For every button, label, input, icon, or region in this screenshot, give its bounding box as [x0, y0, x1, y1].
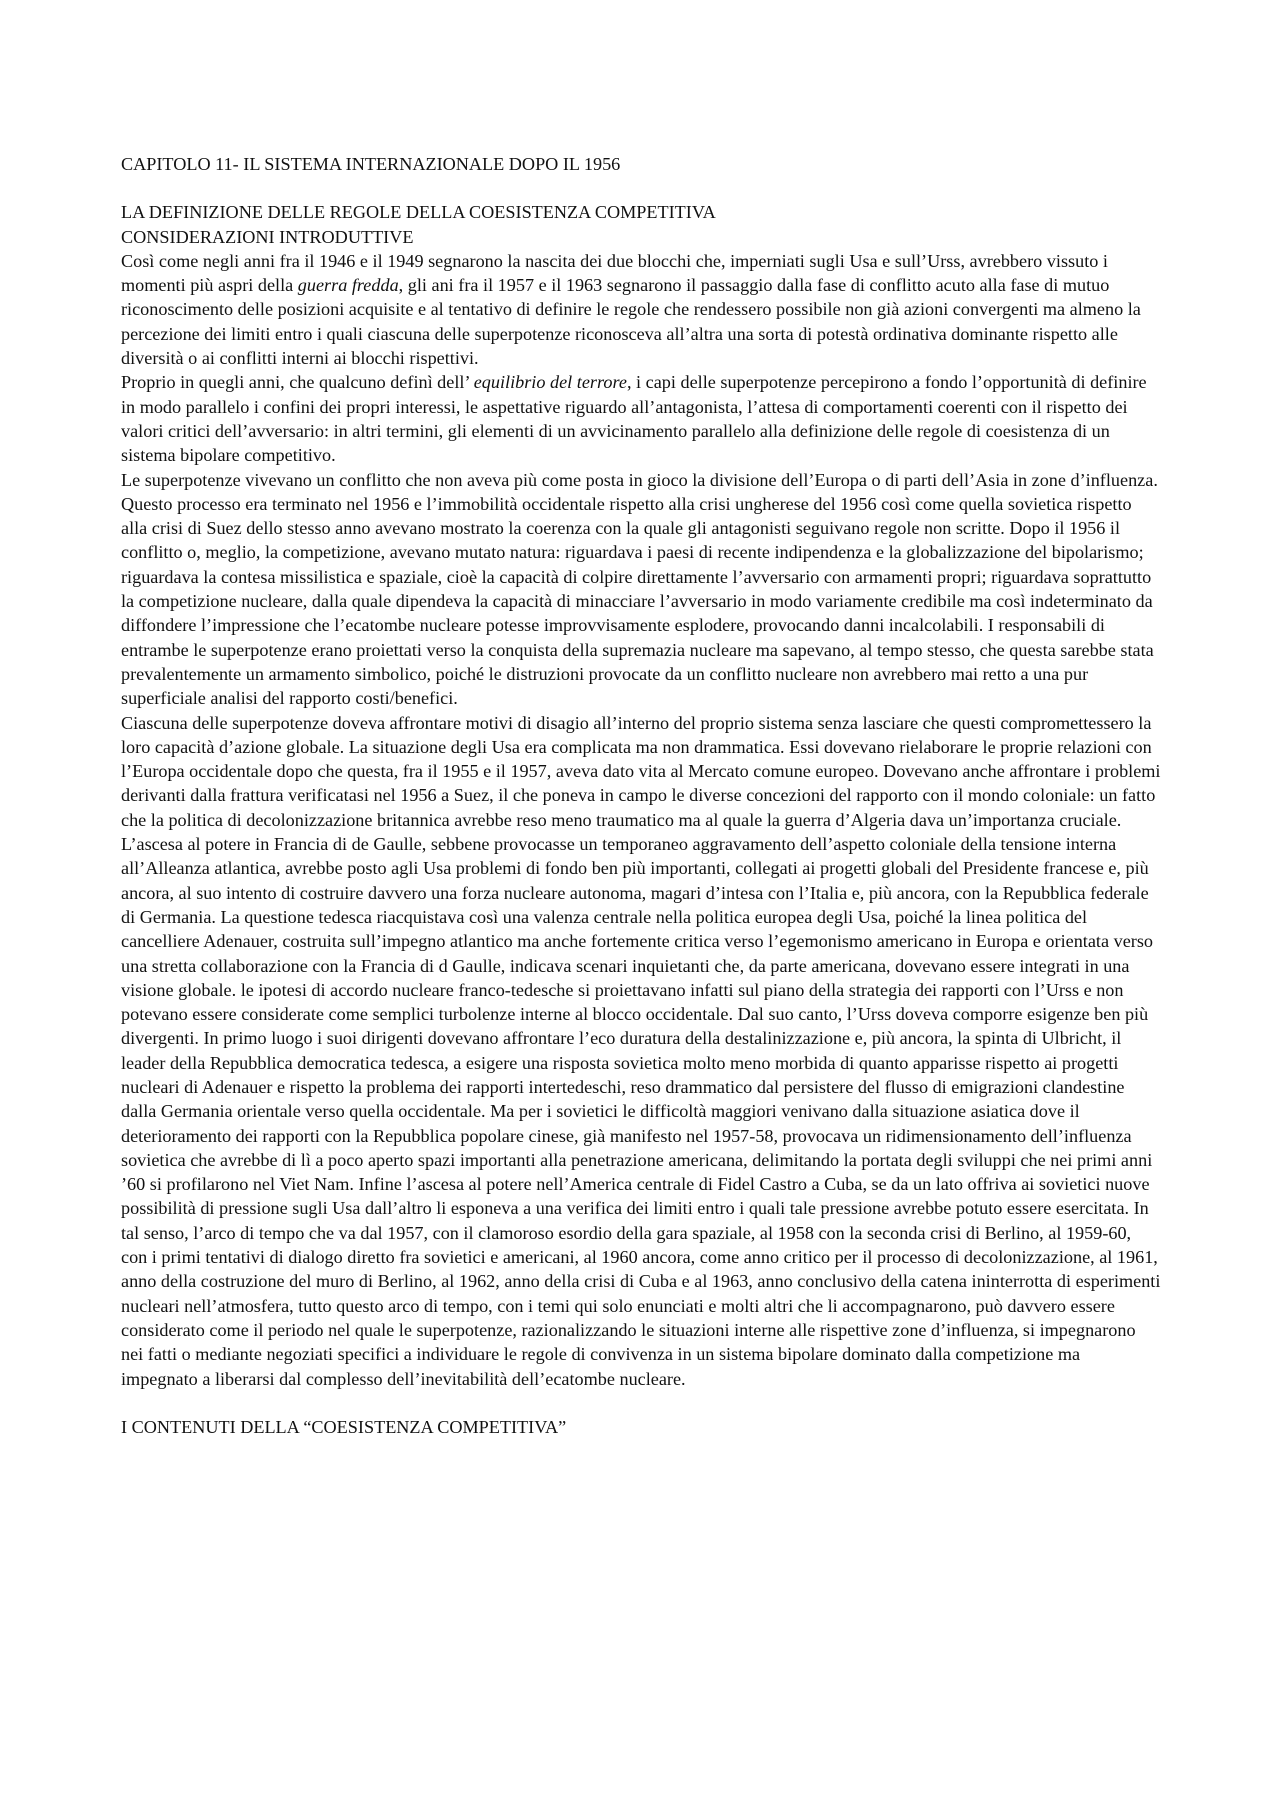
paragraph-1-emphasis: guerra fredda	[297, 275, 399, 296]
chapter-title: CAPITOLO 11- IL SISTEMA INTERNAZIONALE DOPO IL 1956	[121, 154, 621, 174]
paragraph-4: Ciascuna delle superpotenze doveva affrontare motivi di disagio all’interno del proprio sistema senza lasciare che questi compromettessero la loro capacità d’azione globale. La situazione degli Usa era complicata ma non drammatica. Essi dovevano rielaborare le proprie relazioni con l’Europa occidentale dopo che questa, fra il 1955 e il 1957, aveva dato vita al Mercato comune europeo. Dovevano anche affrontare i problemi derivanti dalla frattura verificatasi nel 1956 a Suez, il che poneva in campo le diverse concezioni del rapporto con il mondo coloniale: un fatto che la politica di decolonizzazione britannica avrebbe reso meno traumatico ma al quale la guerra d’Algeria dava un’importanza cruciale. L’ascesa al potere in Francia di de Gaulle, sebbene provocasse un temporaneo aggravamento dell’aspetto coloniale della tensione interna all’Alleanza atlantica, avrebbe posto agli Usa problemi di fondo ben più importanti, collegati ai progetti globali del Presidente francese e, più ancora, al suo intento di costruire davvero una forza nucleare autonoma, magari d’intesa con l’Italia e, più ancora, con la Repubblica federale di Germania. La questione tedesca riacquistava così una valenza centrale nella politica europea degli Usa, poiché la linea politica del cancelliere Adenauer, costruita sull’impegno atlantico ma anche fortemente critica verso l’egemonismo americano in Europa e orientata verso una stretta collaborazione con la Francia di d Gaulle, indicava scenari inquietanti che, da parte americana, dovevano essere integrati in una visione globale. le ipotesi di accordo nucleare franco-tedesche si proiettavano infatti sul piano della strategia dei rapporti con l’Urss e non potevano essere considerate come semplici turbolenze interne al blocco occidentale. Dal suo canto, l’Urss doveva comporre esigenze ben più divergenti. In primo luogo i suoi dirigenti dovevano affrontare l’eco duratura della destalinizzazione e, più ancora, la spinta di Ulbricht, il leader della Repubblica democratica tedesca, a esigere una risposta sovietica molto meno morbida di quanto apparisse rispetto ai progetti nucleari di Adenauer e rispetto la problema dei rapporti intertedeschi, reso drammatico dal persistere del flusso di emigrazioni clandestine dalla Germania orientale verso quella occidentale. Ma per i sovietici le difficoltà maggiori venivano dalla situazione asiatica dove il deterioramento dei rapporti con la Repubblica popolare cinese, già manifesto nel 1957-58, provocava un ridimensionamento dell’influenza sovietica che avrebbe di lì a poco aperto spazi importanti alla penetrazione americana, delimitando la portata degli sviluppi che nei primi anni ’60 si profilarono nel Viet Nam. Infine l’ascesa al potere nell’America centrale di Fidel Castro a Cuba, se da un lato offriva ai sovietici nuove possibilità di pressione sugli Usa dall’altro li esponeva a una verifica dei limiti entro i quali tale pressione avrebbe potuto essere esercitata. In tal senso, l’arco di tempo che va dal 1957, con il clamoroso esordio della gara spaziale, al 1958 con la seconda crisi di Berlino, al 1959-60, con i primi tentativi di dialogo diretto fra sovietici e americani, al 1960 ancora, come anno critico per il processo di decolonizzazione, al 1961, anno della costruzione del muro di Berlino, al 1962, anno della crisi di Cuba e al 1963, anno conclusivo della catena ininterrotta di esperimenti nucleari nell’atmosfera, tutto questo arco di tempo, con i temi qui solo enunciati e molti altri che li accompagnarono, può davvero essere considerato come il periodo nel quale le superpotenze, razionalizzando le situazioni interne alle rispettive zone d’influenza, si impegnarono nei fatti o mediante negoziati specifici a individuare le regole di convivenza in un sistema bipolare dominato dalla competizione ma impegnato a liberarsi dal complesso dell’inevitabilità dell’ecatombe nucleare.	[121, 712, 1161, 1389]
paragraph-2-emphasis: equilibrio del terrore	[473, 372, 627, 393]
paragraph-1-part-a: Così come negli anni fra il 1946 e il 1949 segnarono la nascita dei due blocchi che, imperniati sugli Usa e sull’Urss, avrebbero vissuto i momenti più aspri della	[121, 250, 1108, 296]
paragraph-2-part-b: , i capi delle superpotenze percepirono a fondo l’opportunità di definire in modo parallelo i confini dei propri interessi, le aspettative riguardo all’antagonista, l’attesa di comportamenti coerenti con il rispetto dei valori critici dell’avversario: in altri termini, gli elementi di un avvicinamento parallelo alla definizione delle regole di coesistenza di un sistema bipolare competitivo.	[121, 372, 1147, 466]
paragraph-2	[121, 370, 1161, 467]
paragraph-1	[121, 249, 1161, 370]
subsection-title: CONSIDERAZIONI INTRODUTTIVE	[121, 226, 414, 247]
section-title: LA DEFINIZIONE DELLE REGOLE DELLA COESISTENZA COMPETITIVA	[121, 202, 716, 223]
paragraph-3: Le superpotenze vivevano un conflitto che non aveva più come posta in gioco la divisione dell’Europa o di parti dell’Asia in zone d’influenza. Questo processo era terminato nel 1956 e l’immobilità occidentale rispetto alla crisi ungherese del 1956 così come quella sovietica rispetto alla crisi di Suez dello stesso anno avevano mostrato la coerenza con la quale gli antagonisti seguivano regole non scritte. Dopo il 1956 il conflitto o, meglio, la competizione, avevano mutato natura: riguardava i paesi di recente indipendenza e la globalizzazione del bipolarismo; riguardava la contesa missilistica e spaziale, cioè la capacità di colpire direttamente l’avversario con armamenti propri; riguardava soprattutto la competizione nucleare, dalla quale dipendeva la capacità di minacciare l’avversario in modo variamente credibile ma così indeterminato da diffondere l’impressione che l’ecatombe nucleare potesse improvvisamente esplodere, provocando danni incalcolabili. I responsabili di entrambe le superpotenze erano proiettati verso la conquista della supremazia nucleare ma sapevano, al tempo stesso, che questa sarebbe stata prevalentemente un armamento simbolico, poiché le distruzioni provocate da un conflitto nucleare non avrebbero mai retto a una pur superficiale analisi del rapporto costi/benefici.	[121, 469, 1158, 709]
paragraph-2-part-a: Proprio in quegli anni, che qualcuno definì dell’	[121, 372, 474, 393]
document-page	[121, 152, 1161, 1439]
paragraph-1-part-b: , gli ani fra il 1957 e il 1963 segnarono il passaggio dalla fase di conflitto acuto alla fase di mutuo riconoscimento delle posizioni acquisite e al tentativo di definire le regole che rendessero possibile non già azioni convergenti ma almeno la percezione dei limiti entro i quali ciascuna delle superpotenze riconosceva all’altra una sorta di potestà ordinativa dominante rispetto alle diversità o ai conflitti interni ai blocchi rispettivi.	[121, 275, 1141, 369]
next-section-title: I CONTENUTI DELLA “COESISTENZA COMPETITIVA”	[121, 1416, 567, 1437]
